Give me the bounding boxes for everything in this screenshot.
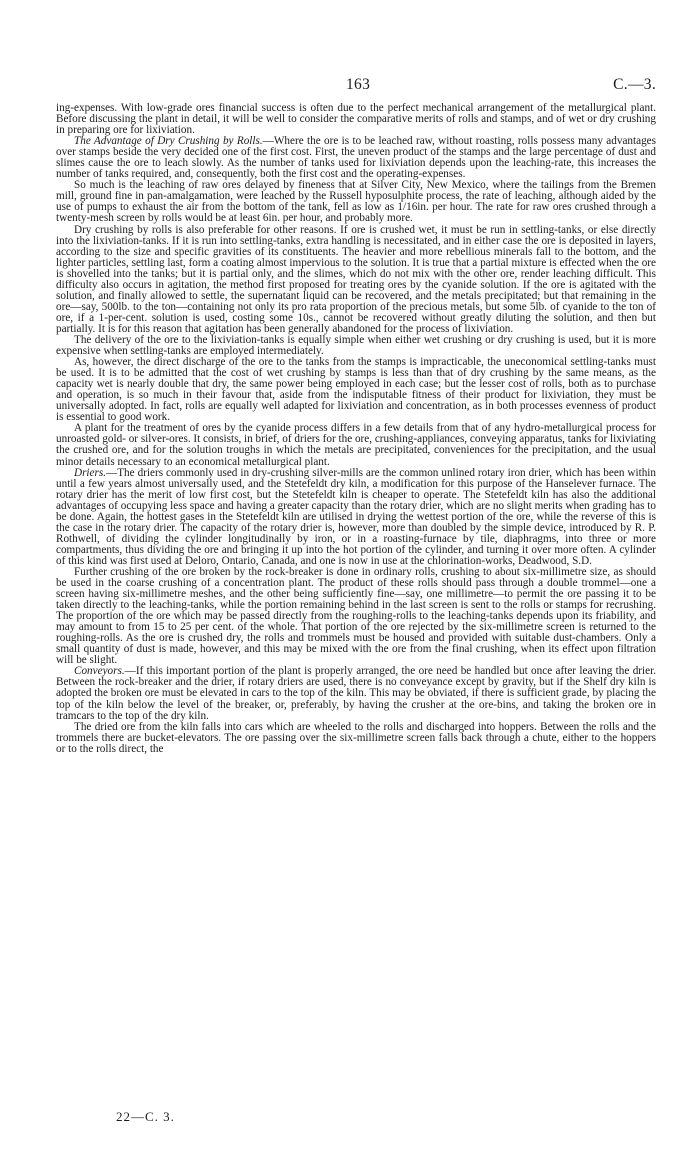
subheading: Driers. (74, 466, 107, 479)
section-code: C.—3. (613, 76, 656, 93)
subheading: Conveyors. (74, 665, 125, 678)
paragraph: A plant for the treatment of ores by the cyanide process differs in a few details from that of any hydro-metallurgical process for unroasted gold- or silver-ores. It consists, in brief, of driers for the ore, crushing-appliances, conveying apparatus, tanks for lixiviating the crushed ore, and for the solution troughs in which the metals are precipitated, conveniences for the precipitation, and the usual minor details necessary to an economical metallurgical plant. (56, 422, 657, 468)
footer-signature: 22—C. 3. (116, 1109, 175, 1124)
paragraph: Driers.—The driers commonly used in dry-crushing silver-mills are the common unlined rotary iron drier, which has been within until a few years almost universally used, and the Stetefeldt dry kiln, a modification for this purpose of the Hanselever furnace. The rotary drier has the merit of low first cost, but the Stetefeldt kiln is cheaper to operate. The Stetefeldt kiln has also the additional advantages of occupying less space and having a greater capacity than the rotary drier, which are no slight merits when grading has to be done. Again, the hottest gases in the Stetefeldt kiln are utilised in drying the wettest portion of the ore, while the reverse of this is the case in the rotary drier. The capacity of the rotary drier is, however, more than doubled by the simple device, introduced by R. P. Rothwell, of dividing the cylinder longitudinally by iron, or in a roasting-furnace by tile, diaphragms, into three or more compartments, thus dividing the ore and bringing it up into the hot portion of the cylinder, and turning it over more often. A cylinder of this kind was first used at Deloro, Ontario, Canada, and one is now in use at the chlorination-works, Deadwood, S.D. (56, 466, 656, 567)
paragraph: Conveyors.—If this important portion of the plant is properly arranged, the ore need be handled but once after leaving the drier. Between the rock-breaker and the drier, if rotary driers are used, there is no conveyance except by gravity, but if the Shelf dry kiln is adopted the broken ore must be elevated in cars to the top of the kiln. This may be obviated, if there is sufficient grade, by placing the top of the kiln below the level of the breaker, or, preferably, by having the crusher at the ore-bins, and taking the broken ore in tramcars to the top of the dry kiln. (56, 665, 656, 722)
body-text (56, 103, 656, 755)
paragraph: Further crushing of the ore broken by the rock-breaker is done in ordinary rolls, crushing to about six-millimetre size, as should be used in the coarse crushing of a concentration plant. The product of these rolls should pass through a double trommel—one a screen having six-millimetre meshes, and the other being sufficiently fine—say, one millimetre—to permit the ore passing it to be taken directly to the leaching-tanks, while the portion remaining behind in the last screen is sent to the rolls or stamps for recrushing. The proportion of the ore which may be passed directly from the roughing-rolls to the leaching-tanks depends upon its friability, and may amount to from 15 to 25 per cent. of the whole. That portion of the ore rejected by the six-millimetre screen is returned to the roughing-rolls. As the ore is crushed dry, the rolls and trommels must be housed and provided with suitable dust-chambers. Only a small quantity of dust is made, however, and this may be mixed with the ore from the final crushing, when its effect upon filtration will be slight. (56, 565, 656, 667)
paragraph: The dried ore from the kiln falls into cars which are wheeled to the rolls and discharged into hoppers. Between the rolls and the trommels there are bucket-elevators. The ore passing over the six-millimetre screen falls back through a chute, either to the hoppers or to the rolls direct, the (56, 720, 656, 755)
page-number: 163 (346, 76, 371, 93)
paragraph: So much is the leaching of raw ores delayed by fineness that at Silver City, New Mexico, where the tailings from the Bremen mill, ground fine in pan-amalgamation, were leached by the Russell hyposulphite process, the rate of leaching, although aided by the use of pumps to exhaust the air from the bottom of the tank, fell as low as 1/16in. per hour. The rate for raw ores crushed through a twenty-mesh screen by rolls would be at least 6in. per hour, and probably more. (56, 179, 656, 225)
paragraph: The delivery of the ore to the lixiviation-tanks is equally simple when either wet crushing or dry crushing is used, but it is more expensive when settling-tanks are employed intermediately. (56, 333, 656, 358)
paragraph: ing-expenses. With low-grade ores financial success is often due to the perfect mechanical arrangement of the metallurgical plant. Before discussing the plant in detail, it will be well to consider the comparative merits of rolls and stamps, and of wet or dry crushing in preparing ore for lixiviation. (56, 102, 656, 137)
paragraph: As, however, the direct discharge of the ore to the tanks from the stamps is impracticable, the uneconomical settling-tanks must be used. It is to be admitted that the cost of wet crushing by stamps is less than that of dry crushing by the same means, as the capacity wet is nearly double that dry, the same power being employed in each case; but the lesser cost of rolls, both as to purchase and operation, is so much in their favour that, aside from the indisputable fitness of their product for lixiviation, they must be universally adopted. In fact, rolls are equally well adapted for lixiviation and concentration, as in both processes evenness of product is essential to good work. (56, 356, 656, 424)
paragraph: The Advantage of Dry Crushing by Rolls.—Where the ore is to be leached raw, without roasting, rolls possess many advantages over stamps beside the very decided one of the first cost. First, the uneven product of the stamps and the large percentage of dust and slimes cause the ore to leach slowly. As the number of tanks used for lixiviation depends upon the leaching-rate, this increases the number of tanks required, and, consequently, both the first cost and the operating-expenses. (56, 135, 656, 181)
page-header (56, 76, 656, 100)
paragraph: Dry crushing by rolls is also preferable for other reasons. If ore is crushed wet, it must be run in settling-tanks, or else directly into the lixiviation-tanks. If it is run into settling-tanks, extra handling is necessitated, and in either case the ore is deposited in layers, according to the size and specific gravities of its constituents. The heavier and more rebellious minerals fall to the bottom, and the lighter particles, settling last, form a coating almost impervious to the solution. It is true that a partial mixture is effected when the ore is shovelled into the tanks; but it is partial only, and the slimes, which do not mix with the other ore, render leaching difficult. This difficulty also occurs in agitation, the method first proposed for treating ores by the cyanide solution. If the ore is agitated with the solution, and finally allowed to settle, the supernatant liquid can be recovered, and the metals precipitated; but that remaining in the ore—say, 500lb. to the ton—containing not only its pro rata proportion of the precious metals, but some 5lb. of cyanide to the ton of ore, if a 1-per-cent. solution is used, costing some 10s., cannot be recovered without greatly diluting the solution, and then but partially. It is for this reason that agitation has been generally abandoned for the process of lixiviation. (56, 223, 656, 335)
subheading: The Advantage of Dry Crushing by Rolls. (74, 135, 263, 148)
